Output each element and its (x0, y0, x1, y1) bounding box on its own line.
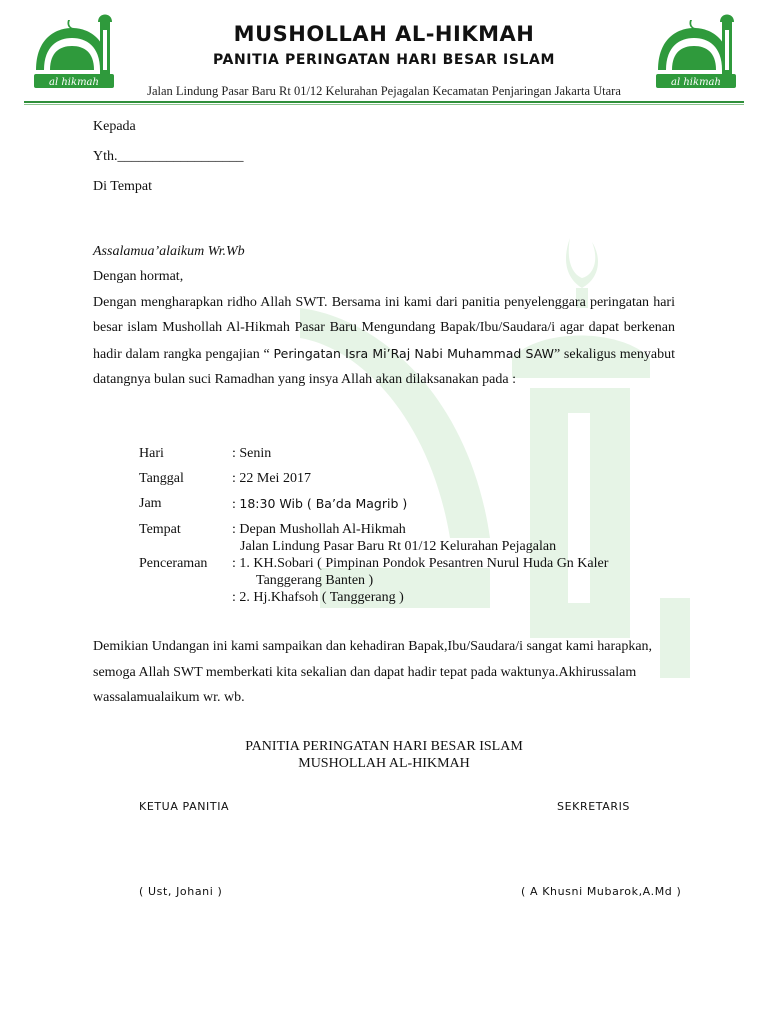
greeting-salam: Assalamua’alaikum Wr.Wb (93, 244, 245, 259)
signature-org-line1: PANITIA PERINGATAN HARI BESAR ISLAM (245, 739, 523, 754)
logo-text-left: al hikmah (49, 77, 99, 88)
detail-penceramah-label: Penceraman (139, 556, 208, 571)
intro-part2: ” sekaligus menyabut datangnya bulan suci Ramadhan yang insya Allah akan dilaksanakan pada : (93, 346, 675, 387)
signature-right-role: SEKRETARIS (557, 800, 630, 813)
header-divider-thin (24, 104, 744, 105)
intro-event: Peringatan Isra Mi’Raj Nabi Muhammad SAW (273, 345, 554, 361)
org-subtitle: PANITIA PERINGATAN HARI BESAR ISLAM (212, 52, 556, 68)
header-divider (24, 101, 744, 103)
detail-hari-value: : Senin (232, 446, 272, 461)
detail-tanggal-value: : 22 Mei 2017 (232, 471, 311, 486)
recipient-place: Di Tempat (93, 179, 153, 194)
detail-penceramah-1: : 1. KH.Sobari ( Pimpinan Pondok Pesantren Nurul Huda Gn Kaler (232, 556, 609, 571)
logo-text-right: al hikmah (671, 77, 721, 88)
detail-jam-value (232, 495, 407, 513)
detail-jam-label: Jam (139, 496, 162, 511)
signature-left-role: KETUA PANITIA (139, 800, 230, 813)
detail-tanggal-label: Tanggal (139, 471, 184, 486)
org-address: Jalan Lindung Pasar Baru Rt 01/12 Kelurahan Pejagalan Kecamatan Penjaringan Jakarta Utara (147, 84, 621, 98)
intro-paragraph (93, 290, 675, 392)
intro-part1: Dengan mengharapkan ridho Allah SWT. Bersama ini kami dari panitia penyelenggara peringatan hari besar islam Mushollah Al-Hikmah Pasar Baru Mengundang Bapak/Ibu/Saudara/i agar dapat berkenan hadir dalam rangka pengajian “ (93, 295, 675, 362)
detail-penceramah-2: : 2. Hj.Khafsoh ( Tanggerang ) (232, 590, 404, 605)
detail-hari-label: Hari (139, 446, 164, 461)
recipient-yth: Yth.__________________ (93, 149, 244, 164)
signature-org-line2: MUSHOLLAH AL-HIKMAH (298, 756, 470, 771)
detail-tempat-label: Tempat (139, 522, 181, 537)
detail-jam-prefix: : (232, 497, 240, 512)
recipient-to: Kepada (93, 119, 136, 134)
greeting-hormat: Dengan hormat, (93, 269, 184, 284)
signature-right-name: ( A Khusni Mubarok,A.Md ) (521, 885, 682, 898)
closing-paragraph: Demikian Undangan ini kami sampaikan dan kehadiran Bapak,Ibu/Saudara/i sangat kami harapkan, semoga Allah SWT memberkati kita sekalian dan dapat hadir tepat pada waktunya.Akhirussalam wassalamualaikum wr. wb. (93, 639, 653, 705)
org-title: MUSHOLLAH AL-HIKMAH (233, 22, 535, 46)
detail-penceramah-1b: Tanggerang Banten ) (256, 573, 374, 588)
detail-tempat-value: : Depan Mushollah Al-Hikmah (232, 522, 406, 537)
detail-tempat-value2: Jalan Lindung Pasar Baru Rt 01/12 Kelurahan Pejagalan (240, 539, 557, 554)
detail-jam-time: 18:30 Wib ( Ba’da Magrib ) (239, 496, 408, 511)
signature-left-name: ( Ust, Johani ) (139, 885, 223, 898)
